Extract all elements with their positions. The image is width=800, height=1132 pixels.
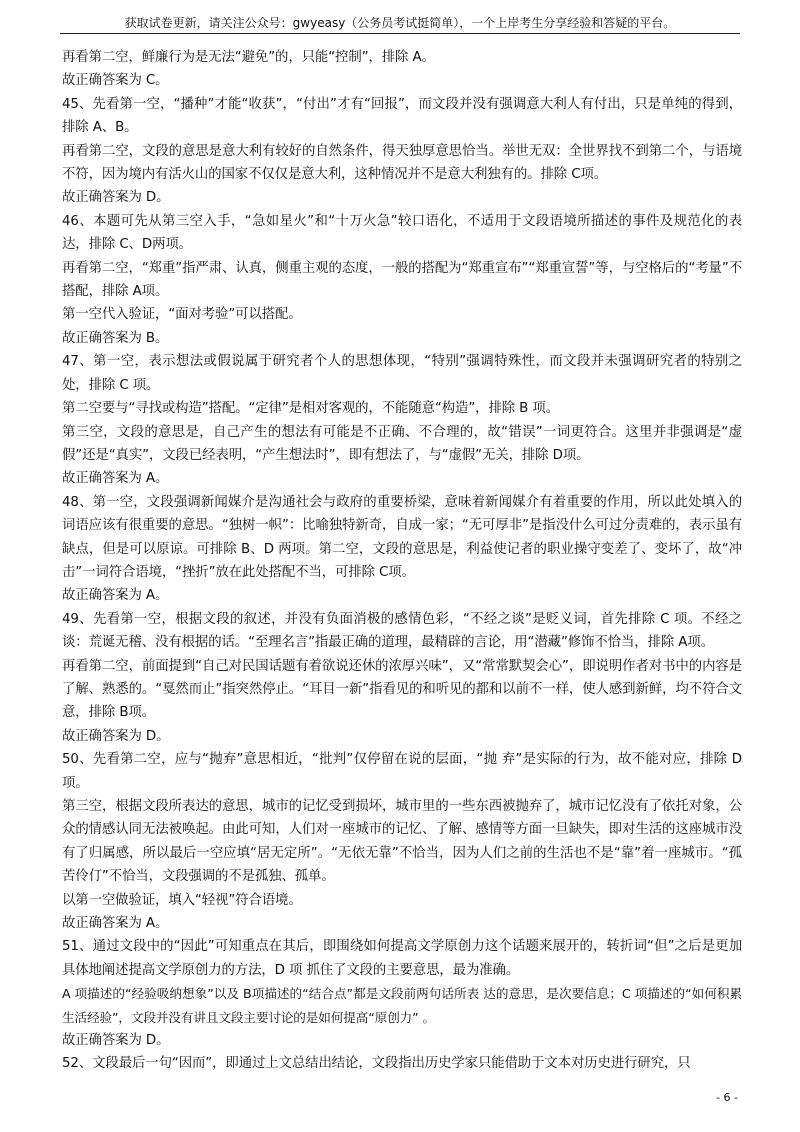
answer-line: 故正确答案为 A。 (62, 471, 169, 487)
paragraph: 46、本题可先从第三空入手，“急如星火”和“十万火急”较口语化，不适用于文段语境所描述的事件及规范化的表达，排除 C、D两项。 (62, 213, 742, 253)
paragraph: 第三空，根据文段所表达的意思，城市的记忆受到损坏，城市里的一些东西被抛弃了，城市记忆没有了依托对象，公众的情感认同无法被唤起。由此可知，人们对一座城市的记忆、了解、感情等方面一旦缺失，即对生活的这座城市没有了归属感，所以最后一空应填“居无定所”。“无依无靠”不恰当，因为人们之前的生活也不是“靠”着一座城市。“孤苦伶仃”不恰当，文段强调的不是孤独、孤单。 (62, 799, 742, 885)
paragraph: 再看第二空，鲜廉行为是无法“避免”的，只能“控制”，排除 A。 (62, 50, 435, 65)
answer-line: 故正确答案为 D。 (62, 190, 170, 206)
answer-line: 故正确答案为 C。 (62, 73, 169, 89)
paragraph: 第三空，文段的意思是，自己产生的想法有可能是不正确、不合理的，故“错误”一词更符合。这里并非强调是“虚假”还是“真实”，文段已经表明，“产生想法时”，即有想法了，与“虚假”无关，排除 D项。 (62, 424, 742, 463)
answer-line: 故正确答案为 D。 (62, 728, 170, 744)
page-number: - 6 - (716, 1091, 738, 1104)
paragraph: 48、第一空，文段强调新闻媒介是沟通社会与政府的重要桥梁，意味着新闻媒介有着重要的作用，所以此处填入的词语应该有很重要的意思。“独树一帜”：比喻独特新奇，自成一家；“无可厚非”是指没什么可过分责难的，表示虽有缺点，但是可以原谅。可排除 B、D 两项。第二空，文段的意思是，利益使记者的职业操守变差了、变坏了，故“冲击”一词符合语境，“挫折”放在此处搭配不当，可排除 C项。 (62, 494, 742, 580)
header-divider (60, 33, 740, 34)
answer-line: 故正确答案为 A。 (62, 588, 169, 604)
paragraph: 再看第二空，前面提到“自己对民国话题有着欲说还休的浓厚兴味”，又“常常默契会心”，即说明作者对书中的内容是了解、熟悉的。“戛然而止”指突然停止。“耳目一新”指看见的和听见的都和以前不一样，使人感到新鲜，均不符合文意，排除 B项。 (62, 658, 742, 721)
paragraph: 49、先看第一空，根据文段的叙述，并没有负面消极的感情色彩，“不经之谈”是贬义词，首先排除 C 项。不经之谈：荒诞无稽、没有根据的话。“至理名言”指最正确的道理，最精辟的言论，用“潜藏”修饰不恰当，排除 A项。 (62, 611, 742, 651)
paragraph: 51、通过文段中的“因此”可知重点在其后，即围绕如何提高文学原创力这个话题来展开的，转折词“但”之后是更加具体地阐述提高文学原创力的方法，D 项 抓住了文段的主要意思，最为准确。 (62, 939, 742, 978)
paragraph: 47、第一空，表示想法或假说属于研究者个人的思想体现，“特别”强调特殊性，而文段并未强调研究者的特别之处，排除 C 项。 (62, 354, 742, 393)
answer-line: 故正确答案为 A。 (62, 916, 169, 932)
paragraph: 52、文段最后一句“因而”，即通过上文总结出结论，文段指出历史学家只能借助于文本对历史进行研究，只 (62, 1056, 691, 1072)
paragraph: 50、先看第二空，应与“抛弃”意思相近，“批判”仅停留在说的层面，“抛 弃”是实际的行为，故不能对应，排除 D项。 (62, 752, 742, 791)
paragraph: 第二空要与“寻找或构造”搭配。“定律”是相对客观的，不能随意“构造”，排除 B 项。 (62, 401, 560, 417)
paragraph: 再看第二空，“郑重”指严肃、认真，侧重主观的态度，一般的搭配为“郑重宣布”“郑重宣誓”等，与空格后的“考量”不搭配，排除 A项。 (62, 260, 742, 300)
paragraph: 再看第二空，文段的意思是意大利有较好的自然条件，得天独厚意思恰当。举世无双：全世界找不到第二个，与语境不符，因为境内有活火山的国家不仅仅是意大利，这种情况并不是意大利独有的。排除 C项。 (62, 143, 742, 183)
paragraph: 以第一空做验证，填入“轻视”符合语境。 (62, 892, 302, 908)
page-header: 获取试卷更新，请关注公众号：gwyeasy（公务员考试挺简单），一个上岸考生分享经验和答疑的平台。 (124, 16, 676, 30)
answer-line: 故正确答案为 D。 (62, 1033, 170, 1049)
answer-line: 故正确答案为 B。 (62, 330, 169, 346)
paragraph: 第一空代入验证，“面对考验”可以搭配。 (62, 307, 302, 323)
answer-explanations (62, 46, 742, 1076)
paragraph: A 项描述的“经验吸纳想象”以及 B项描述的“结合点”都是文段前两句话所表 达的意思，是次要信息；C 项描述的“如何积累生活经验”，文段并没有讲且文段主要讨论的是如何提高“原创力” 。 (62, 986, 742, 1025)
paragraph: 45、先看第一空，“播种”才能“收获”，“付出”才有“回报”，而文段并没有强调意大利人有付出，只是单纯的得到，排除 A、B。 (62, 96, 742, 136)
